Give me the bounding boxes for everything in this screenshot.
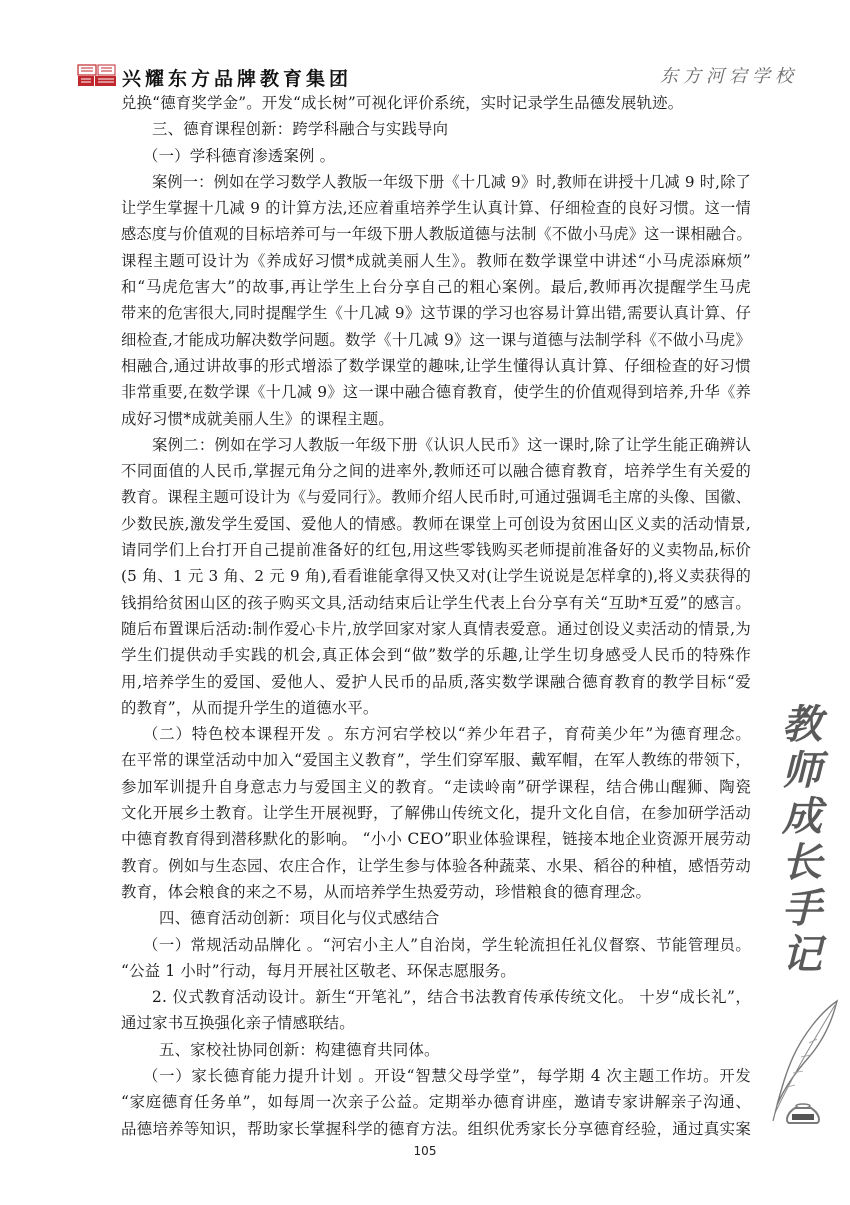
school-name: 东方河宕学校 xyxy=(660,66,798,87)
side-title-char: 师 xyxy=(782,747,822,794)
text-line: 参加军训提升自身意志力与爱国主义的教育。“走读岭南”研学课程，结合佛山醒狮、陶瓷 xyxy=(121,777,751,796)
text-line: “公益 1 小时”行动，每月开展社区敬老、环保志愿服务。 xyxy=(121,961,516,980)
quill-pen-icon xyxy=(765,995,845,1125)
text-line: 中德育教育得到潜移默化的影响。 “小小 CEO”职业体验课程，链接本地企业资源开展劳动 xyxy=(121,830,751,849)
text-line: （一）学科德育渗透案例 。 xyxy=(143,146,336,165)
document-body xyxy=(121,90,751,1142)
text-line: 钱捐给贫困山区的孩子购买文具,活动结束后让学生代表上台分享有关“互助*互爱”的感言。 xyxy=(121,593,751,612)
text-line: 用,培养学生的爱国、爱他人、爱护人民币的品质,落实数学课融合德育教育的教学目标“爱 xyxy=(121,672,751,691)
text-line: 课程主题可设计为《养成好习惯*成就美丽人生》。教师在数学课堂中讲述“小马虎添麻烦” xyxy=(121,251,751,270)
text-line: 五、家校社协同创新：构建德育共同体。 xyxy=(159,1040,440,1059)
text-line: 让学生掌握十几减 9 的计算方法,还应着重培养学生认真计算、仔细检查的良好习惯。这一情 xyxy=(121,199,751,218)
logo-icon xyxy=(77,63,117,87)
side-calligraphy-title xyxy=(770,702,834,978)
text-line: 不同面值的人民币,掌握元角分之间的进率外,教师还可以融合德育教育，培养学生有关爱的 xyxy=(121,462,751,481)
text-line: 学生们提供动手实践的机会,真正体会到“做”数学的乐趣,让学生切身感受人民币的特殊作 xyxy=(121,646,751,665)
text-line: （一）家长德育能力提升计划 。开设“智慧父母学堂”，每学期 4 次主题工作坊。开发 xyxy=(143,1066,751,1085)
text-line: 感态度与价值观的目标培养可与一年级下册人教版道德与法制《不做小马虎》这一课相融合。 xyxy=(121,225,752,244)
page-header xyxy=(0,0,850,90)
text-line: 和“马虎危害大”的故事,再让学生上台分享自己的粗心案例。最后,教师再次提醒学生马虎 xyxy=(121,278,751,297)
text-line: 教育，体会粮食的来之不易，从而培养学生热爱劳动，珍惜粮食的德育理念。 xyxy=(121,882,652,901)
text-line: (5 角、1 元 3 角、2 元 9 角),看看谁能拿得又快又对(让学生说说是怎样拿的),将义卖获得的 xyxy=(121,567,751,586)
text-line: （一）常规活动品牌化 。“河宕小主人”自治岗，学生轮流担任礼仪督察、节能管理员。 xyxy=(143,935,751,954)
text-line: “家庭德育任务单”，如每周一次亲子公益。定期举办德育讲座，邀请专家讲解亲子沟通、 xyxy=(121,1093,751,1112)
text-line: 非常重要,在数学课《十几减 9》这一课中融合德育教育，使学生的价值观得到培养,升华《养 xyxy=(121,383,751,402)
side-title-char: 手 xyxy=(782,885,822,932)
text-line: 相融合,通过讲故事的形式增添了数学课堂的趣味,让学生懂得认真计算、仔细检查的好习惯 xyxy=(121,356,751,375)
text-line: 兑换“德育奖学金”。开发“成长树”可视化评价系统，实时记录学生品德发展轨迹。 xyxy=(121,94,684,112)
text-line: 少数民族,激发学生爱国、爱他人的情感。教师在课堂上可创设为贫困山区义卖的活动情景, xyxy=(121,514,751,533)
text-line: 教育。例如与生态园、农庄合作，让学生参与体验各种蔬菜、水果、稻谷的种植，感悟劳动 xyxy=(121,856,751,875)
text-line: 成好习惯*成就美丽人生》的课程主题。 xyxy=(121,409,394,428)
text-line: 带来的危害很大,同时提醒学生《十几减 9》这节课的学习也容易计算出错,需要认真计算、仔 xyxy=(121,304,751,323)
text-line: 的教育”，从而提升学生的道德水平。 xyxy=(121,698,379,717)
text-line: 教育。课程主题可设计为《与爱同行》。教师介绍人民币时,可通过强调毛主席的头像、国徽、 xyxy=(121,488,751,507)
text-line: 通过家书互换强化亲子情感联结。 xyxy=(121,1014,355,1033)
text-line: （二）特色校本课程开发 。东方河宕学校以“养少年君子，育荷美少年”为德育理念。 xyxy=(143,725,751,744)
text-line: 四、德育活动创新：项目化与仪式感结合 xyxy=(159,909,440,928)
text-line: 案例一：例如在学习数学人教版一年级下册《十几减 9》时,教师在讲授十几减 9 时,除了 xyxy=(152,172,751,191)
text-line: 文化开展乡土教育。让学生开展视野，了解佛山传统文化，提升文化自信，在参加研学活动 xyxy=(121,804,751,823)
side-title-char: 成 xyxy=(782,793,822,840)
side-title-char: 长 xyxy=(782,839,822,886)
text-line: 三、德育课程创新：跨学科融合与实践导向 xyxy=(152,120,449,139)
side-title-char: 教 xyxy=(782,701,822,748)
text-line: 请同学们上台打开自己提前准备好的红包,用这些零钱购买老师提前准备好的义卖物品,标价 xyxy=(121,541,751,560)
text-line: 在平常的课堂活动中加入“爱国主义教育”，学生们穿军服、戴军帽，在军人教练的带领下， xyxy=(121,751,751,770)
text-line: 2. 仪式教育活动设计。新生“开笔礼”，结合书法教育传承传统文化。 十岁“成长礼”， xyxy=(152,988,751,1007)
text-line: 案例二：例如在学习人教版一年级下册《认识人民币》这一课时,除了让学生能正确辨认 xyxy=(152,435,751,454)
text-line: 随后布置课后活动:制作爱心卡片,放学回家对家人真情表爱意。通过创设义卖活动的情景,为 xyxy=(121,619,751,638)
page-number: 105 xyxy=(413,1144,437,1158)
side-title-char: 记 xyxy=(782,931,822,978)
group-name: 兴耀东方品牌教育集团 xyxy=(122,68,353,90)
text-line: 细检查,才能成功解决数学问题。数学《十几减 9》这一课与道德与法制学科《不做小马虎》 xyxy=(121,330,751,349)
text-line: 品德培养等知识，帮助家长掌握科学的德育方法。组织优秀家长分享德育经验，通过真实案 xyxy=(121,1119,751,1138)
